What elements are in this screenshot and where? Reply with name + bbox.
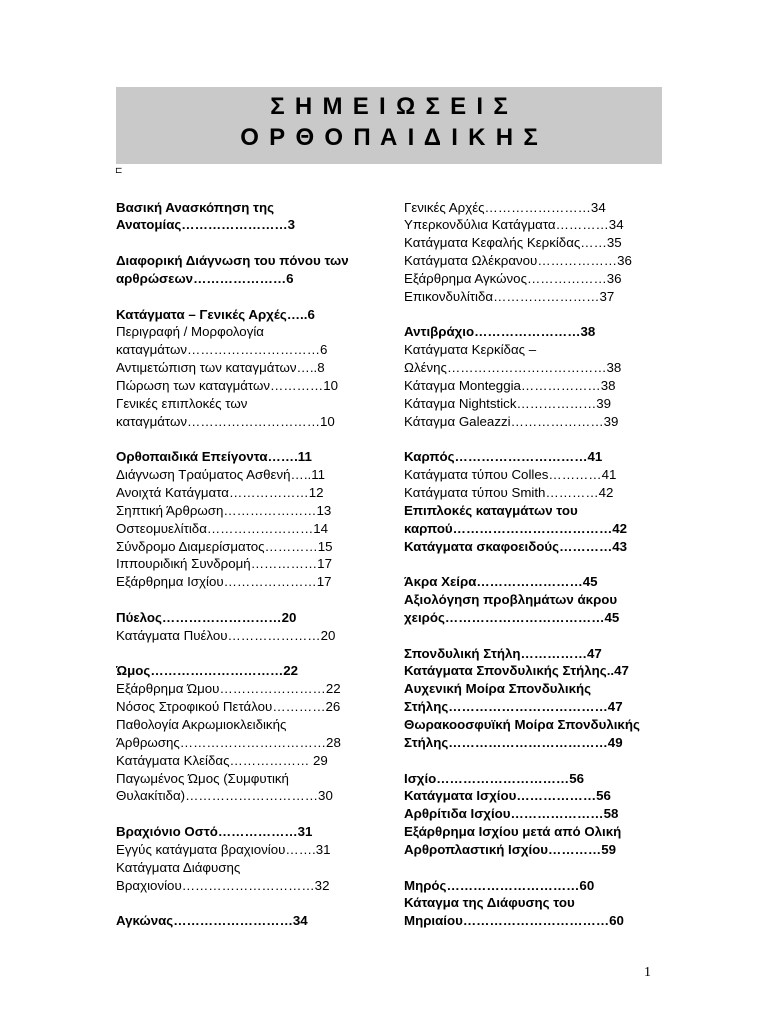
toc-blank-line	[116, 805, 398, 823]
document-title-banner	[116, 87, 662, 164]
toc-line: Κατάγματα σκαφοειδούς…………43	[404, 538, 628, 554]
toc-line: Βραχιονίου…………………………32	[116, 877, 330, 893]
toc-blank-line	[404, 859, 734, 877]
toc-blank-line	[116, 591, 398, 609]
toc-line: Διάγνωση Τραύματος Ασθενή…..11	[116, 467, 326, 483]
toc-line: Αντιμετώπιση των καταγμάτων…..8	[116, 360, 325, 376]
toc-line: Παθολογία Ακρωμιοκλειδικής	[116, 716, 287, 732]
toc-line: Κατάγματα Ισχίου………………56	[404, 788, 611, 804]
toc-line: καταγμάτων…………………………6	[116, 342, 328, 358]
toc-line: Ωλένης………………………………38	[404, 360, 622, 376]
toc-line: Άκρα Χείρα……………………45	[404, 574, 598, 590]
toc-line: Νόσος Στροφικού Πετάλου…………26	[116, 699, 341, 715]
toc-line: Βραχιόνιο Οστό………………31	[116, 824, 313, 840]
toc-line: Επικονδυλίτιδα……………………37	[404, 288, 615, 304]
bracket-mark-icon: ⊏	[115, 166, 123, 176]
toc-line: Εξάρθρημα Ώμου……………………22	[116, 681, 341, 697]
toc-line: Επιπλοκές καταγμάτων του	[404, 502, 578, 518]
toc-blank-line	[404, 627, 734, 645]
toc-line: Αρθροπλαστική Ισχίου…………59	[404, 841, 617, 857]
toc-line: Κατάγματα τύπου Colles…………41	[404, 467, 617, 483]
toc-line: Πώρωση των καταγμάτων…………10	[116, 377, 339, 393]
document-title-line-2: Ο Ρ Θ Ο Π Α Ι Δ Ι Κ Η Σ	[240, 124, 540, 151]
toc-line: καταγμάτων…………………………10	[116, 413, 335, 429]
toc-blank-line	[404, 752, 734, 770]
toc-line: Αξιολόγηση προβλημάτων άκρου	[404, 592, 618, 608]
toc-column-left	[116, 199, 398, 931]
toc-blank-line	[404, 555, 734, 573]
toc-line: Μηρός…………………………60	[404, 877, 595, 893]
toc-blank-line	[116, 430, 398, 448]
toc-line: Κατάγματα – Γενικές Αρχές…..6	[116, 306, 315, 322]
toc-line: Μηριαίου……………………………60	[404, 913, 624, 929]
toc-line: Κατάγματα Κεφαλής Κερκίδας……35	[404, 235, 622, 251]
toc-blank-line	[116, 894, 398, 912]
toc-line: Κατάγματα Διάφυσης	[116, 859, 241, 875]
toc-line: Κατάγματα τύπου Smith…………42	[404, 485, 614, 500]
toc-line: Κάταγμα της Διάφυσης του	[404, 895, 575, 911]
toc-line: Εγγύς κατάγματα βραχιονίου…….31	[116, 841, 331, 857]
toc-column-right	[404, 199, 734, 931]
toc-line: Αρθρίτιδα Ισχίου…………………58	[404, 806, 619, 822]
toc-blank-line	[116, 645, 398, 663]
toc-line: Κατάγματα Ωλέκρανου………………36	[404, 253, 632, 269]
toc-line: Εξάρθρημα Ισχίου μετά από Ολική	[404, 824, 622, 840]
toc-line: Ανοιχτά Κατάγματα………………12	[116, 485, 324, 500]
toc-line: Στήλης………………………………47	[404, 699, 623, 715]
toc-line: Διαφορική Διάγνωση του πόνου των	[116, 253, 349, 269]
toc-blank-line	[116, 288, 398, 306]
toc-line: Στήλης………………………………49	[404, 734, 623, 750]
toc-line: Κάταγμα Monteggia………………38	[404, 377, 616, 393]
toc-line: αρθρώσεων…………………6	[116, 270, 294, 286]
toc-line: Παγωμένος Ώμος (Συμφυτική	[116, 770, 289, 786]
toc-line: καρπού………………………………42	[404, 520, 628, 536]
toc-line: Περιγραφή / Μορφολογία	[116, 324, 264, 340]
toc-line: Εξάρθρημα Ισχίου…………………17	[116, 574, 332, 590]
page-number: 1	[644, 965, 651, 980]
toc-blank-line	[404, 430, 734, 448]
toc-line: Υπερκονδύλια Κατάγματα…………34	[404, 217, 624, 233]
toc-line: Άρθρωσης……………………………28	[116, 734, 341, 750]
toc-line: Κατάγματα Κερκίδας –	[404, 342, 537, 358]
toc-line: Βασική Ανασκόπηση της	[116, 199, 274, 215]
toc-line: Κατάγματα Σπονδυλικής Στήλης..47	[404, 663, 629, 679]
toc-line: Κάταγμα Galeazzi…………………39	[404, 413, 619, 429]
toc-line: Γενικές Αρχές……………………34	[404, 199, 606, 215]
toc-line: Ισχίο…………………………56	[404, 770, 585, 786]
toc-line: Κατάγματα Κλείδας……………… 29	[116, 752, 328, 768]
toc-line: Θωρακοοσφυϊκή Μοίρα Σπονδυλικής	[404, 716, 640, 732]
toc-line: Κατάγματα Πυέλου…………………20	[116, 627, 336, 643]
toc-line: Αυχενική Μοίρα Σπονδυλικής	[404, 681, 592, 697]
toc-line: Ανατομίας……………………3	[116, 217, 296, 233]
toc-line: Ώμος…………………………22	[116, 663, 299, 679]
toc-line: Σηπτική Άρθρωση…………………13	[116, 502, 332, 518]
toc-line: χειρός………………………………45	[404, 609, 620, 625]
toc-line: Αγκώνας………………………34	[116, 913, 308, 929]
toc-blank-line	[404, 306, 734, 324]
toc-line: Σύνδρομο Διαμερίσματος…………15	[116, 538, 333, 554]
toc-line: Ορθοπαιδικά Επείγοντα…….11	[116, 449, 312, 465]
toc-line: Σπονδυλική Στήλη……………47	[404, 645, 602, 661]
toc-line: Κάταγμα Nightstick………………39	[404, 395, 612, 411]
toc-line: Οστεομυελίτιδα……………………14	[116, 520, 329, 536]
toc-line: Θυλακίτιδα)…………………………30	[116, 788, 333, 804]
toc-line: Ιππουριδική Συνδρομή……………17	[116, 556, 332, 572]
toc-blank-line	[116, 234, 398, 252]
document-title-line-1: Σ Η Μ Ε Ι Ω Σ Ε Ι Σ	[270, 93, 510, 120]
toc-line: Γενικές επιπλοκές των	[116, 395, 248, 411]
toc-line: Αντιβράχιο……………………38	[404, 324, 596, 340]
toc-line: Καρπός…………………………41	[404, 449, 603, 465]
toc-line: Πύελος………………………20	[116, 609, 297, 625]
toc-line: Εξάρθρημα Αγκώνος………………36	[404, 270, 622, 286]
